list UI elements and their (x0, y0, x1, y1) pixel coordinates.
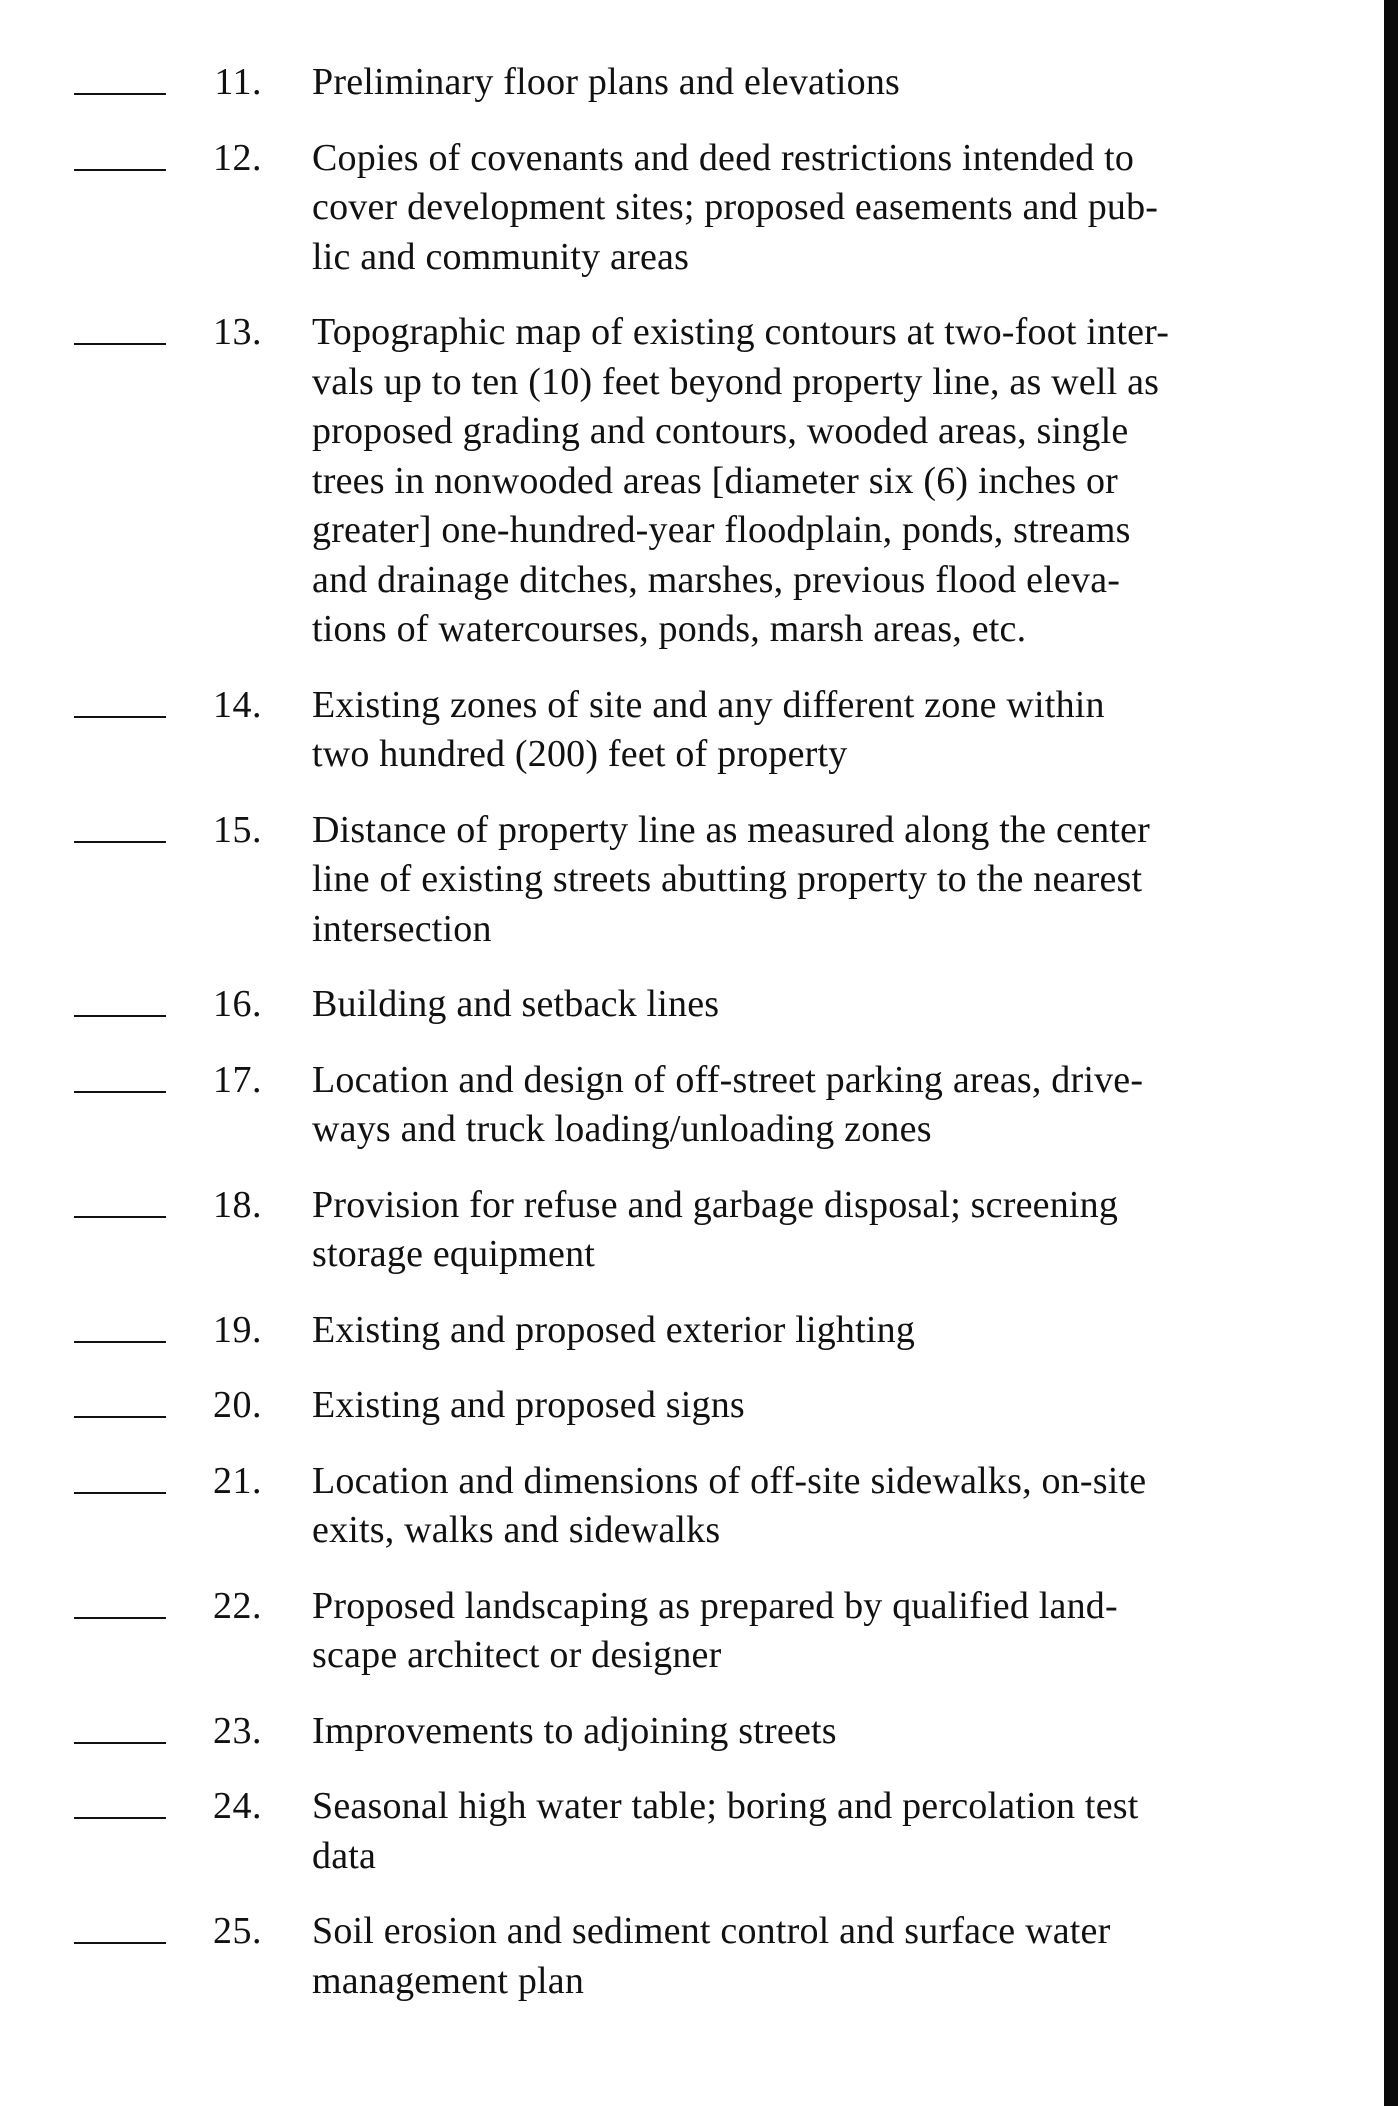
item-text-line: Proposed landscaping as prepared by qualified land- (312, 1584, 1118, 1627)
item-number: 16. (213, 983, 262, 1025)
item-text (262, 1907, 1312, 2006)
item-text (262, 1381, 1312, 1431)
item-number: 14. (213, 683, 262, 726)
item-text-line: scape architect or designer (312, 1634, 722, 1676)
checkoff-blank[interactable] (66, 1306, 166, 1356)
item-text (262, 1582, 1312, 1681)
checklist-item-20 (66, 1381, 1316, 1431)
item-text-line: cover development sites; proposed easements and pub- (312, 186, 1159, 228)
item-text-line: exits, walks and sidewalks (312, 1509, 721, 1551)
item-text (262, 58, 1312, 108)
checkoff-blank[interactable] (66, 806, 166, 856)
item-text-line: Provision for refuse and garbage disposal; screening (312, 1183, 1119, 1226)
item-text-line: line of existing streets abutting property to the nearest (312, 858, 1143, 900)
checklist-item-22 (66, 1582, 1316, 1681)
item-text-line: Preliminary floor plans and elevations (312, 61, 901, 103)
item-text (262, 1181, 1312, 1280)
item-text-line: Seasonal high water table; boring and percolation test (312, 1785, 1139, 1827)
checkoff-blank[interactable] (66, 308, 166, 358)
item-number: 15. (213, 808, 262, 851)
item-text-line: Distance of property line as measured along the center (312, 808, 1151, 851)
item-text-line: Existing and proposed signs (312, 1384, 745, 1426)
checkoff-blank[interactable] (66, 1181, 166, 1231)
item-text-line: Existing and proposed exterior lighting (312, 1308, 916, 1351)
checklist-item-17 (66, 1056, 1316, 1155)
item-text-line: Location and dimensions of off-site sidewalks, on-site (312, 1459, 1147, 1502)
item-text (262, 1707, 1312, 1757)
item-text-line: data (312, 1834, 377, 1877)
checklist-item-14 (66, 681, 1316, 780)
requirements-checklist (66, 58, 1316, 2006)
item-text-line: greater] one-hundred-year floodplain, ponds, streams (312, 509, 1131, 551)
item-number: 24. (213, 1785, 262, 1827)
checkoff-blank[interactable] (66, 134, 166, 184)
item-text (262, 1306, 1312, 1356)
item-text-line: Copies of covenants and deed restrictions intended to (312, 136, 1135, 179)
checkoff-blank[interactable] (66, 1457, 166, 1507)
item-text-line: storage equipment (312, 1233, 596, 1275)
checkoff-blank[interactable] (66, 1907, 166, 1957)
item-text (262, 134, 1312, 283)
page-edge-rule (1384, 0, 1398, 2106)
checkoff-blank[interactable] (66, 1582, 166, 1632)
checkoff-blank[interactable] (66, 58, 166, 108)
item-text-line: trees in nonwooded areas [diameter six (6) inches or (312, 459, 1119, 502)
item-text-line: intersection (312, 907, 492, 950)
checkoff-blank[interactable] (66, 980, 166, 1030)
checklist-item-19 (66, 1306, 1316, 1356)
item-number: 21. (213, 1459, 262, 1502)
item-text-line: management plan (312, 1959, 585, 2002)
item-number: 20. (213, 1384, 262, 1426)
item-text (262, 980, 1312, 1030)
checklist-item-21 (66, 1457, 1316, 1556)
item-number: 19. (213, 1308, 262, 1351)
item-number: 18. (213, 1183, 262, 1226)
checkoff-blank[interactable] (66, 1782, 166, 1832)
checklist-item-11 (66, 58, 1316, 108)
checklist-item-25 (66, 1907, 1316, 2006)
checklist-item-16 (66, 980, 1316, 1030)
item-number: 22. (213, 1584, 262, 1627)
item-number: 25. (213, 1910, 262, 1952)
item-text-line: tions of watercourses, ponds, marsh areas, etc. (312, 608, 1027, 650)
item-text-line: vals up to ten (10) feet beyond property line, as well as (312, 360, 1160, 403)
checklist-item-18 (66, 1181, 1316, 1280)
item-text (262, 806, 1312, 955)
item-number: 12. (213, 136, 262, 179)
item-text-line: Existing zones of site and any different zone within (312, 683, 1105, 726)
item-text (262, 681, 1312, 780)
item-number: 23. (213, 1709, 262, 1752)
checklist-item-23 (66, 1707, 1316, 1757)
item-text (262, 308, 1312, 655)
item-text-line: and drainage ditches, marshes, previous flood eleva- (312, 558, 1121, 601)
item-text (262, 1782, 1312, 1881)
item-text-line: Soil erosion and sediment control and surface water (312, 1910, 1111, 1952)
item-text-line: Improvements to adjoining streets (312, 1709, 837, 1752)
checklist-item-13 (66, 308, 1316, 655)
item-text-line: lic and community areas (312, 235, 690, 278)
item-text-line: Location and design of off-street parking areas, drive- (312, 1058, 1144, 1101)
item-number: 13. (213, 311, 262, 353)
item-text-line: ways and truck loading/unloading zones (312, 1108, 932, 1150)
item-text (262, 1457, 1312, 1556)
item-number: 11. (214, 61, 262, 103)
checkoff-blank[interactable] (66, 681, 166, 731)
checklist-item-12 (66, 134, 1316, 283)
item-number: 17. (213, 1058, 262, 1101)
checklist-item-24 (66, 1782, 1316, 1881)
checkoff-blank[interactable] (66, 1707, 166, 1757)
checkoff-blank[interactable] (66, 1056, 166, 1106)
checkoff-blank[interactable] (66, 1381, 166, 1431)
item-text-line: two hundred (200) feet of property (312, 733, 848, 775)
item-text-line: proposed grading and contours, wooded areas, single (312, 410, 1129, 452)
item-text-line: Topographic map of existing contours at two-foot inter- (312, 311, 1170, 353)
item-text (262, 1056, 1312, 1155)
item-text-line: Building and setback lines (312, 983, 720, 1025)
checklist-item-15 (66, 806, 1316, 955)
